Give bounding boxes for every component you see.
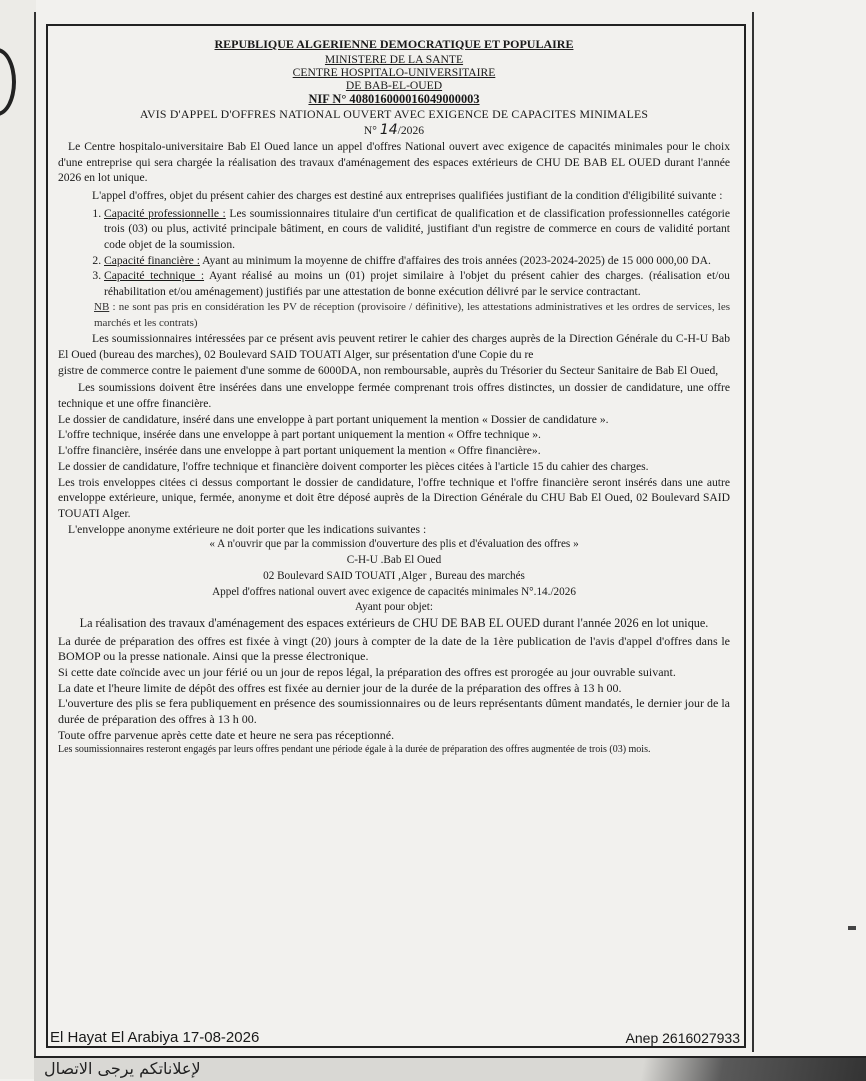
condition-item [104, 206, 730, 253]
avis-number-prefix: N° [363, 124, 377, 138]
nb-label: NB [94, 300, 110, 313]
intro-paragraph: Le Centre hospitalo-universitaire Bab El Oued lance un appel d'offres National ouvert avec exigence de capacités minimales pour le choix d'une entreprise qui sera chargée la réalisation des travaux d'aménagement des espaces extérieurs de CHU DE BAB EL OUED durant l'année 2026 en lot unique. [58, 139, 730, 185]
condition-text: Ayant au minimum la moyenne de chiffre d'affaires des trois années (2023-2024-2025) de 15 000 000,00 DA. [199, 253, 711, 267]
condition-text: Les soumissionnaires titulaire d'un certificat de qualification et de classification professionnelles catégorie trois (03) ou plus, activité principale bâtiment, en cours de validité, justifiant d'un registre de commerce en cours de validité portant code objet de la soumission. [104, 206, 731, 252]
objet-label: Ayant pour objet: [355, 601, 433, 614]
advert-graphic [506, 1058, 866, 1081]
column-divider-right [752, 12, 754, 1052]
retrait-paragraph: Les soumissionnaires intéressées par ce présent avis peuvent retirer le cahier des charges auprès de la Direction Générale du C-H-U Bab El Oued (bureau des marches), 02 Boulevard SAID TOUATI Alger, sur présentation d'une Copie du re [58, 332, 730, 361]
nb-text: : ne sont pas pris en considération les PV de réception (provisoire / définitive), les attestations administratives et les ordres de services, les marchés et les contrats) [94, 300, 730, 329]
offre-technique-paragraph: L'offre technique, insérée dans une enveloppe à part portant uniquement la mention « Offre technique ». [58, 428, 541, 442]
anonyme-paragraph: L'enveloppe anonyme extérieure ne doit porter que les indications suivantes : [68, 522, 427, 536]
mention-number-handwritten: 14 [536, 585, 548, 598]
publication-name-date: El Hayat El Arabiya 17-08-2026 [50, 1029, 260, 1046]
mention-line-1: « A n'ouvrir que par la commission d'ouverture des plis et d'évaluation des offres » [209, 538, 579, 551]
condition-label: Capacité professionnelle : [104, 206, 226, 220]
condition-item [104, 268, 730, 299]
ferie-paragraph: Si cette date coïncide avec un jour férié ou un jour de repos légal, la préparation des offres est prorogée au jour ouvrable suivant. [58, 665, 676, 680]
footer-rule [48, 1046, 746, 1048]
nb-note [58, 300, 730, 331]
announcement-content [58, 37, 730, 756]
condition-item [104, 253, 730, 269]
objet-text: La réalisation des travaux d'aménagement des espaces extérieurs de CHU DE BAB EL OUED durant l'année 2026 en lot unique. [79, 615, 709, 630]
column-divider [34, 12, 36, 1056]
header-chu: CENTRE HOSPITALO-UNIVERSITAIRE [292, 65, 496, 79]
mention-line-4-prefix: Appel d'offres national ouvert avec exigence de capacités minimales N°. [212, 585, 537, 598]
mention-line-3: 02 Boulevard SAID TOUATI ,Alger , Bureau des marchés [263, 569, 525, 582]
toute-offre-paragraph: Toute offre parvenue après cette date et heure ne sera pas réceptionné. [58, 727, 395, 742]
conditions-list [58, 206, 730, 300]
offre-financiere-paragraph: L'offre financière, insérée dans une enveloppe à part portant uniquement la mention « Offre financière». [58, 444, 541, 458]
dossier-paragraph: Le dossier de candidature, inséré dans une enveloppe à part portant uniquement la mention « Dossier de candidature ». [58, 412, 609, 426]
mention-line-4 [58, 585, 730, 601]
mention-line-4-suffix: ./2026 [547, 585, 576, 598]
pieces-paragraph: Le dossier de candidature, l'offre technique et financière doivent comporter les pièces citées à l'article 15 du cahier des charges. [58, 459, 649, 473]
retrait-paragraph-continued: gistre de commerce contre le paiement d'une somme de 6000DA, non remboursable, auprès du Trésorier du Secteur Sanitaire de Bab El Oued, [58, 363, 719, 377]
avis-number [58, 123, 730, 139]
avis-number-handwritten: 14 [379, 122, 398, 139]
condition-label: Capacité financière : [104, 253, 200, 267]
anep-reference: Anep 2616027933 [625, 1030, 740, 1046]
mention-line-2: C-H-U .Bab El Oued [346, 554, 442, 567]
duree-paragraph: La durée de préparation des offres est fixée à vingt (20) jours à compter de la date de la 1ère publication de l'avis d'appel d'offres dans le BOMOP ou la presse nationale. Ainsi que la presse électronique. [58, 633, 730, 664]
scan-mark [848, 926, 856, 930]
enveloppe-paragraph: Les soumissions doivent être insérées dans une enveloppe fermée comprenant trois offres distinctes, un dossier de candidature, une offre technique et une offre financière. [58, 381, 730, 411]
adjacent-page-edge [0, 0, 36, 1079]
ouverture-paragraph: L'ouverture des plis se fera publiquement en présence des soumissionnaires ou de leurs représentants dûment mandatés, le dernier jour de la durée de préparation des offres à 13 h 00. [58, 696, 730, 727]
trois-enveloppes-paragraph: Les trois enveloppes citées ci dessus comportant le dossier de candidature, l'offre technique et l'offre financière seront insérés dans une autre enveloppe extérieure, unique, fermée, anonyme et doit être déposé auprès de la Direction Générale du CHU Bab El Oued, 02 Boulevard SAID TOUATI Alger. [58, 475, 730, 520]
avis-number-suffix: /2026 [397, 124, 425, 138]
header-ministere: MINISTERE DE LA SANTE [324, 52, 464, 66]
limite-paragraph: La date et l'heure limite de dépôt des offres est fixée au dernier jour de la durée de la préparation des offres à 13 h 00. [58, 680, 622, 695]
condition-text: Ayant réalisé au moins un (01) projet similaire à l'objet du présent cahier des charges. (réalisation et/ou réhabilitation et/ou aménagement) justifiés par une attestation de bonne exécution délivré par le service contractant. [104, 269, 730, 299]
avis-title: AVIS D'APPEL D'OFFRES NATIONAL OUVERT AVEC EXIGENCE DE CAPACITES MINIMALES [139, 107, 649, 122]
eligibility-paragraph: L'appel d'offres, objet du présent cahier des charges est destiné aux entreprises qualifiées justifiant de la condition d'éligibilité suivante : [92, 188, 723, 202]
header-bab-el-oued: DE BAB-EL-OUED [345, 78, 443, 92]
header-nif: NIF N° 408016000016049000003 [308, 91, 480, 106]
condition-label: Capacité technique : [104, 269, 205, 283]
engagement-paragraph: Les soumissionnaires resteront engagés par leurs offres pendant une période égale à la durée de préparation des offres augmentée de trois (03) mois. [58, 743, 651, 755]
arabic-advert-text: لإعلاناتكم يرجى الاتصال [44, 1059, 201, 1078]
header-republique: REPUBLIQUE ALGERIENNE DEMOCRATIQUE ET POPULAIRE [214, 37, 574, 51]
bottom-advert-strip [34, 1056, 866, 1081]
